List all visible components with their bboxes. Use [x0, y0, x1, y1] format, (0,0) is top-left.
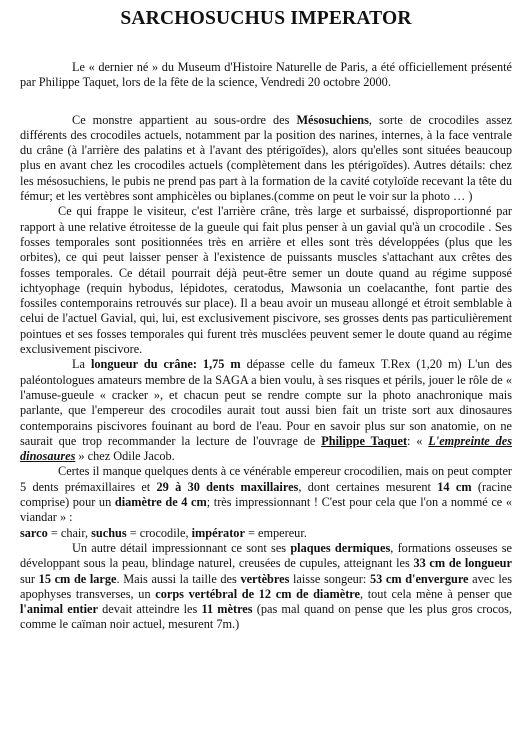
bold-term: 15 cm de large	[38, 571, 117, 586]
paragraph-skull-length	[20, 357, 512, 464]
text-run: Un autre détail impressionnant ce sont ses	[72, 540, 291, 555]
text-run: (racine comprise) pour un	[20, 479, 513, 510]
text-run: , formations osseuses se développant sous la peau, blindage naturel, creusées de cupules, atteignant les	[20, 540, 512, 571]
text-run: » chez Odile Jacob.	[75, 449, 175, 464]
book-title: L'empreinte des dinosaures	[20, 433, 512, 464]
bold-term: sarco	[20, 525, 48, 540]
text-run: devait atteindre les	[97, 602, 202, 617]
bold-term: 33 cm de longueur	[413, 556, 512, 571]
document-title: SARCHOSUCHUS IMPERATOR	[120, 8, 412, 29]
paragraph-mesosuchiens	[20, 113, 512, 205]
paragraph-intro	[20, 60, 512, 91]
text-run: Certes il manque quelques dents à ce vénérable empereur crocodilien, mais on peut compter 5 dents prémaxillaires et	[20, 464, 512, 494]
paragraph-skull-description	[20, 204, 512, 357]
bold-term: impérator	[191, 525, 245, 540]
author-name: Philippe Taquet	[321, 433, 408, 448]
text-run: , tout cela mène à penser que	[359, 586, 512, 601]
text-run: avec les apophyses transverses, un	[20, 571, 512, 601]
text-run: Le « dernier né » du Museum d'Histoire Naturelle de Paris, a été officiellement présenté par Philippe Taquet, lors de la fête de la science, Vendredi 20 octobre 2000.	[20, 60, 512, 90]
bold-term: 29 à 30 dents maxillaires	[156, 479, 299, 494]
bold-term: corps vertébral de 12 cm de diamètre	[155, 586, 360, 601]
bold-term: l'animal entier	[20, 602, 98, 617]
text-run: dépasse celle du fameux T.Rex (1,20 m) L'un des paléontologues amateurs membre de la SAGA a bien voulu, à ses risques et périls, jouer le rôle de « l'amuse-gueule « cracker », et chacun peut se rendre compte sur la photo anachronique mais parlante, que l'empereur des crocodiles aurait tout aussi bien fait un triste sort aux dinosaures contemporains piscivores fouinant au bord de l'eau. Pour en savoir plus sur son anatomie, on ne saurait que trop recommander la lecture de l'ouvrage de	[20, 357, 512, 448]
paragraph-teeth	[20, 464, 512, 525]
text-run: ; très impressionnant ! C'est pour cela que l'on a nommé ce « viandar » :	[20, 495, 513, 525]
text-run: sur	[20, 571, 39, 586]
text-run: . Mais aussi la taille des	[116, 571, 241, 586]
bold-term: vertèbres	[240, 571, 290, 586]
bold-term: 14 cm	[437, 479, 472, 494]
bold-term: 11 mètres	[201, 602, 253, 617]
bold-term: diamètre de 4 cm	[114, 495, 207, 510]
bold-term: suchus	[91, 525, 127, 540]
text-run: = chair,	[47, 525, 92, 540]
text-run: (pas mal quand on pense que les plus gros crocos, comme le caïman noir actuel, mesurent 7m.)	[20, 602, 513, 632]
bold-term: Mésosuchiens	[296, 112, 369, 127]
text-run: , sorte de crocodiles assez différents des crocodiles actuels, notamment par la position des narines, internes, à la face ventrale du crâne (à l'arrière des palatins et à l'avant des ptérigoïdes), alors qu'elles sont situées beaucoup plus en avant chez les crocodiles actuels (complètement dans les ptérigoïdes). Autres détails: chez les mésosuchiens, le pubis ne prend pas part à la formation de la cavité cotyloïde recevant la tête du fémur; et les vertèbres sont amphicèles ou biplanes.(comme on peut le voir sur la photo … )	[20, 112, 513, 204]
etymology-line	[20, 526, 512, 541]
text-run: , dont certaines mesurent	[298, 479, 438, 494]
bold-term: plaques dermiques	[290, 540, 391, 555]
text-run: laisse songeur:	[289, 571, 370, 586]
text-run: = crocodile,	[126, 525, 192, 540]
text-run: : «	[407, 433, 429, 448]
text-run: = empereur.	[244, 525, 307, 540]
text-run: Ce monstre appartient au sous-ordre des	[72, 112, 297, 127]
bold-term: longueur du crâne: 1,75 m	[90, 357, 241, 372]
paragraph-dermal-plates	[20, 541, 512, 633]
bold-term: 53 cm d'envergure	[369, 571, 469, 586]
text-run: Ce qui frappe le visiteur, c'est l'arrière crâne, très large et surbaissé, disproportionné par rapport à une relative étroitesse de la gueule qui fait plus penser à un gavial qu'à un crocodile . Ses fosses temporales sont positionnées très en arrière et elles sont très développées (plus que les orbites), ce qui peut laisser penser à l'existence de puissants muscles s'attachant aux crêtes des fosses temporales. Ce détail pourrait déjà peut-être semer un doute quand au régime supposé ichtyophage (requin hybodus, lépidotes, ceratodus, Mawsonia un coelacanthe, font partie des fossiles contemporains retrouvés sur place). Il a beau avoir un museau allongé et étroit semblable à celui de l'actuel Gavial, qui, lui, est exclusivement piscivore, ses grosses dents pas particulièrement pointues et ses fosses temporales qui furent très musclées peuvent semer le doute quand au régime exclusivement piscivore.	[20, 204, 512, 357]
text-run: La	[72, 357, 91, 372]
